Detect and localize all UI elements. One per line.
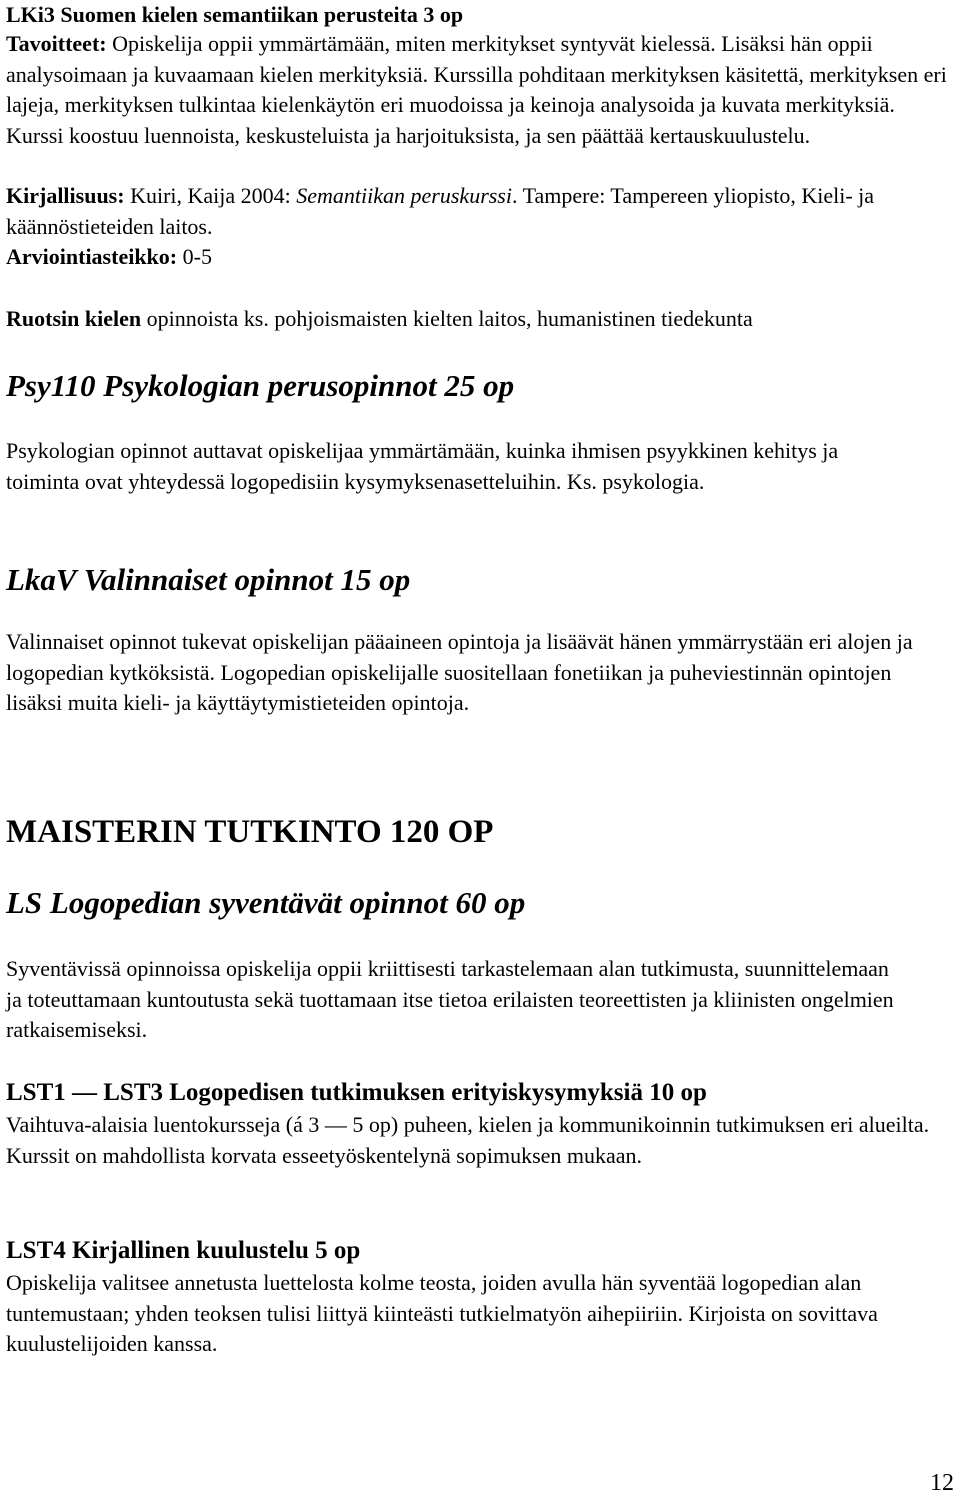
kirjallisuus-title: Semantiikan peruskurssi	[296, 183, 512, 208]
lki3-kirjallisuus	[6, 181, 951, 242]
tavoitteet-text: Opiskelija oppii ymmärtämään, miten merkitykset syntyvät kielessä. Lisäksi hän oppii analysoimaan ja kuvaamaan kielen merkityksiä. Kurssilla pohditaan merkityksen käsitettä, merkityksen eri lajeja, merkityksen tulkintaa kielenkäytön eri muodoissa ja keinoja analysoida ja kuvata merkityksiä. Kurssi koostuu luennoista, keskusteluista ja harjoituksista, ja sen päättää kertauskuulustelu.	[6, 31, 947, 148]
kirjallisuus-post: . Tampere: Tampereen yliopisto, Kieli- ja käännöstieteiden laitos.	[6, 183, 875, 239]
lki3-title: LKi3 Suomen kielen semantiikan perusteita 3 op	[6, 2, 464, 27]
kirjallisuus-pre: Kuiri, Kaija 2004:	[124, 183, 297, 208]
lkav-text: Valinnaiset opinnot tukevat opiskelijan pääaineen opintoja ja lisäävät hänen ymmärrystään eri alojen ja logopedian kytköksistä. Logopedian opiskelijalle suositellaan fonetiikan ja puheviestinnän opintojen lisäksi muita kieli- ja käyttäytymistieteiden opintoja.	[6, 629, 913, 715]
lst1-text: Vaihtuva-alaisia luentokursseja (á 3 — 5 op) puheen, kielen ja kommunikoinnin tutkimuksen eri alueilta. Kurssit on mahdollista korvata esseetyöskentelynä sopimuksen mukaan.	[6, 1112, 930, 1168]
psy110-text: Psykologian opinnot auttavat opiskelijaa ymmärtämään, kuinka ihmisen psyykkinen kehitys ja toiminta ovat yhteydessä logopedisiin kysymyksenasetteluihin. Ks. psykologia.	[6, 438, 839, 494]
lkav-heading: LkaV Valinnaiset opinnot 15 op	[6, 562, 411, 597]
ls-heading: LS Logopedian syventävät opinnot 60 op	[6, 885, 526, 920]
page-number: 12	[930, 1470, 954, 1496]
arviointi-label: Arviointiasteikko:	[6, 244, 178, 269]
lst1-heading: LST1 — LST3 Logopedisen tutkimuksen erityiskysymyksiä 10 op	[6, 1079, 707, 1106]
kirjallisuus-label: Kirjallisuus:	[6, 183, 125, 208]
lst4-heading: LST4 Kirjallinen kuulustelu 5 op	[6, 1237, 361, 1264]
lki3-tavoitteet	[6, 29, 951, 151]
ls-text: Syventävissä opinnoissa opiskelija oppii kriittisesti tarkastelemaan alan tutkimusta, suunnittelemaan ja toteuttamaan kuntoutusta sekä tuottamaan itse tietoa erilaisten teoreettisten ja kliinisten ongelmien ratkaisemiseksi.	[6, 956, 894, 1042]
tavoitteet-label: Tavoitteet:	[6, 31, 107, 56]
maisteri-heading: MAISTERIN TUTKINTO 120 OP	[6, 814, 494, 850]
psy110-heading: Psy110 Psykologian perusopinnot 25 op	[6, 368, 515, 403]
ruotsin-note	[6, 304, 753, 335]
lst4-text: Opiskelija valitsee annetusta luettelosta kolme teosta, joiden avulla hän syventää logopedian alan tuntemustaan; yhden teoksen tulisi liittyä kiinteästi tutkielmatyön aihepiiriin. Kirjoista on sovittava kuulustelijoiden kanssa.	[6, 1270, 878, 1356]
ruotsin-label: Ruotsin kielen	[6, 306, 142, 331]
arviointi-value: 0-5	[177, 244, 212, 269]
lki3-arviointi	[6, 242, 212, 273]
ruotsin-text: opinnoista ks. pohjoismaisten kielten laitos, humanistinen tiedekunta	[141, 306, 753, 331]
